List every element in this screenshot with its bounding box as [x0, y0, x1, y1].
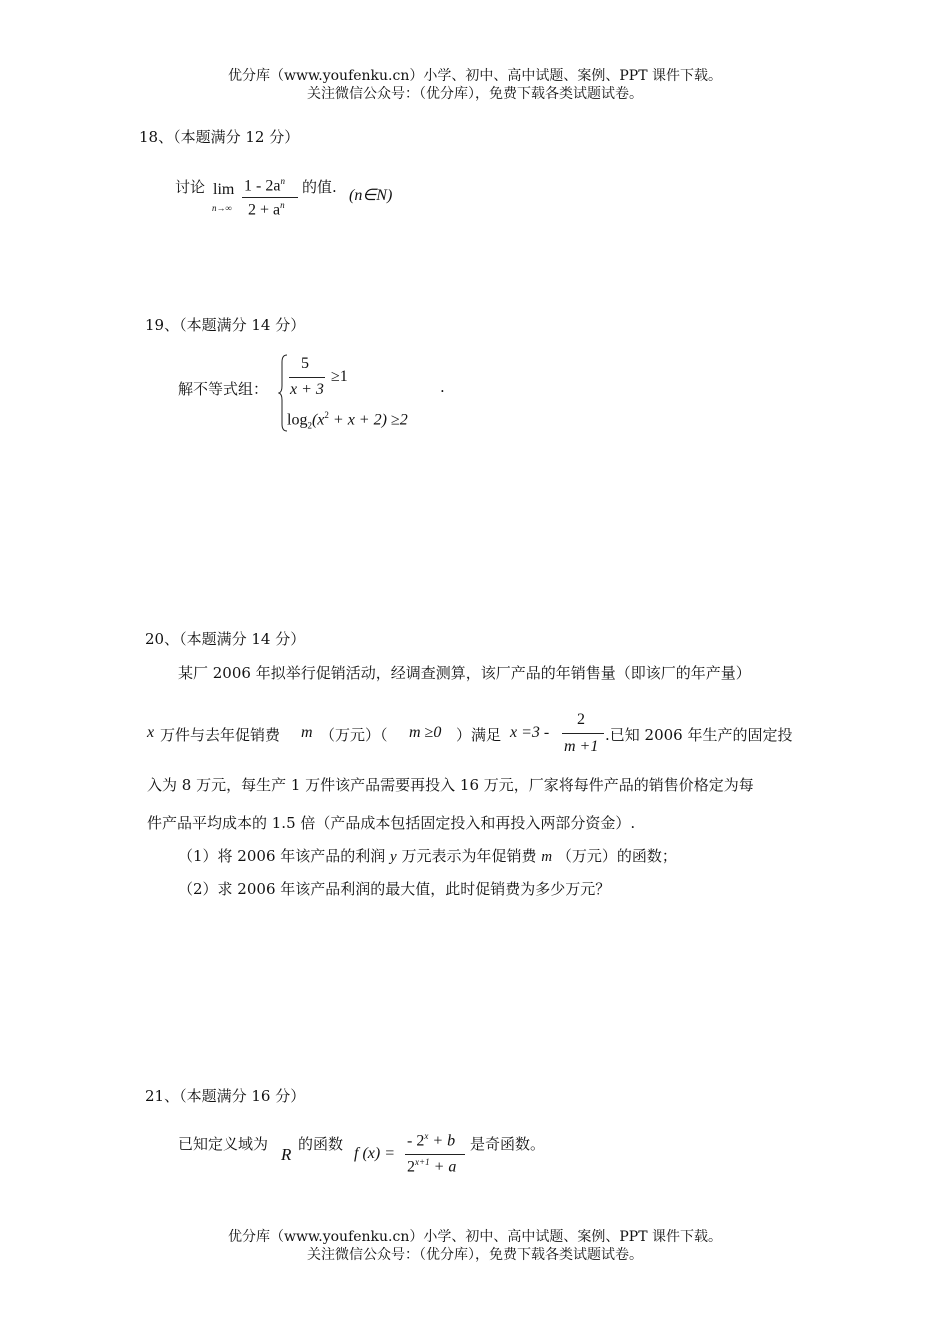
q21-title: 21、（本题满分 16 分） [145, 1087, 306, 1105]
q19-log-exp: 2 [324, 410, 329, 420]
q21-denominator [407, 1157, 456, 1176]
q21-den-b: + a [429, 1158, 457, 1176]
q18-num-text: 1 - 2a [244, 177, 281, 195]
header-line-2: 关注微信公众号：（优分库），免费下载各类试题试卷。 [307, 86, 643, 102]
q20-condition: m ≥0 [409, 724, 442, 741]
q20-s1-y: y [390, 849, 397, 865]
q19-log-rest: + x + 2) ≥2 [328, 411, 408, 429]
header-line-1: 优分库（www.youfenku.cn）小学、初中、高中试题、案例、PPT 课件下载。 [227, 68, 722, 84]
q20-subq2: （2）求 2006 年该产品利润的最大值，此时促销费为多少万元？ [178, 880, 611, 898]
q21-num-b: + b [428, 1132, 456, 1150]
q19-title: 19、（本题满分 14 分） [145, 316, 306, 334]
q20-title: 20、（本题满分 14 分） [145, 630, 306, 648]
q19-log: log [287, 411, 308, 429]
q20-var-m: m [301, 724, 313, 741]
q18-condition: (n∈N) [349, 187, 393, 204]
q20-equation: x =3 - [510, 724, 550, 741]
q20-p1: 某厂 2006 年拟举行促销活动，经调查测算，该厂产品的年销售量（即该厂的年产量） [178, 664, 751, 682]
footer-line-1: 优分库（www.youfenku.cn）小学、初中、高中试题、案例、PPT 课件下载。 [227, 1229, 722, 1245]
q19-log-base: 2 [307, 420, 312, 431]
q19-f1-den: x + 3 [290, 381, 324, 398]
q20-p2-b: （万元）（ [320, 726, 388, 744]
q20-s1-c: （万元）的函数； [556, 847, 677, 865]
q21-numerator [407, 1131, 455, 1150]
q18-num-exp: n [280, 176, 285, 186]
q20-s1-m: m [541, 849, 553, 865]
q20-p3: 入为 8 万元，每生产 1 万件该产品需要再投入 16 万元，厂家将每件产品的销售价格定为每 [147, 776, 754, 794]
q18-title: 18、（本题满分 12 分） [139, 128, 300, 146]
q20-p2-d: .已知 2006 年生产的固定投 [605, 726, 793, 744]
q21-fx: f (x) = [354, 1145, 395, 1162]
q20-frac-den: m +1 [564, 738, 599, 755]
q18-lim-sub: n→∞ [212, 203, 232, 213]
q21-lead: 已知定义域为 [178, 1135, 269, 1153]
q19-end: . [440, 378, 445, 396]
q19-lead: 解不等式组： [178, 380, 269, 398]
q20-frac-bar [562, 733, 604, 734]
q18-lead: 讨论 [175, 178, 206, 196]
q21-den-a: 2 [407, 1158, 415, 1176]
q18-den-text: 2 + a [248, 201, 281, 219]
q21-den-exp: x+1 [415, 1157, 430, 1167]
q20-p2-c: ）满足 [456, 726, 502, 744]
q20-p4: 件产品平均成本的 1.5 倍（产品成本包括固定投入和再投入两部分资金）. [147, 814, 636, 832]
q20-frac-num: 2 [577, 711, 585, 728]
q19-ineq2 [287, 410, 408, 431]
q19-f1-bar [289, 377, 325, 378]
q20-p2-a: 万件与去年促销费 [160, 726, 281, 744]
q21-mid: 的函数 [298, 1135, 344, 1153]
q18-lim: lim [213, 181, 235, 198]
q21-fraction-bar [405, 1154, 465, 1155]
q19-f1-num: 5 [301, 355, 309, 372]
q18-numerator [244, 176, 285, 195]
q20-s1-b: 万元表示为年促销费 [401, 847, 537, 865]
q18-denominator [248, 200, 285, 219]
q18-tail: 的值. [302, 178, 337, 196]
q18-fraction-bar [242, 197, 298, 198]
q21-tail: 是奇函数。 [470, 1135, 546, 1153]
q21-R: R [281, 1145, 292, 1164]
q21-num-exp: x [424, 1131, 429, 1141]
q20-s1-a: （1）将 2006 年该产品的利润 [178, 847, 386, 865]
q21-num-a: - 2 [407, 1132, 425, 1150]
footer-line-2: 关注微信公众号：（优分库），免费下载各类试题试卷。 [307, 1247, 643, 1263]
q20-var-x: x [147, 724, 155, 741]
q19-log-arg: (x [311, 411, 325, 429]
q18-den-exp: n [280, 200, 285, 210]
q19-ineq1: ≥1 [331, 368, 348, 385]
q20-subq1 [178, 845, 677, 866]
